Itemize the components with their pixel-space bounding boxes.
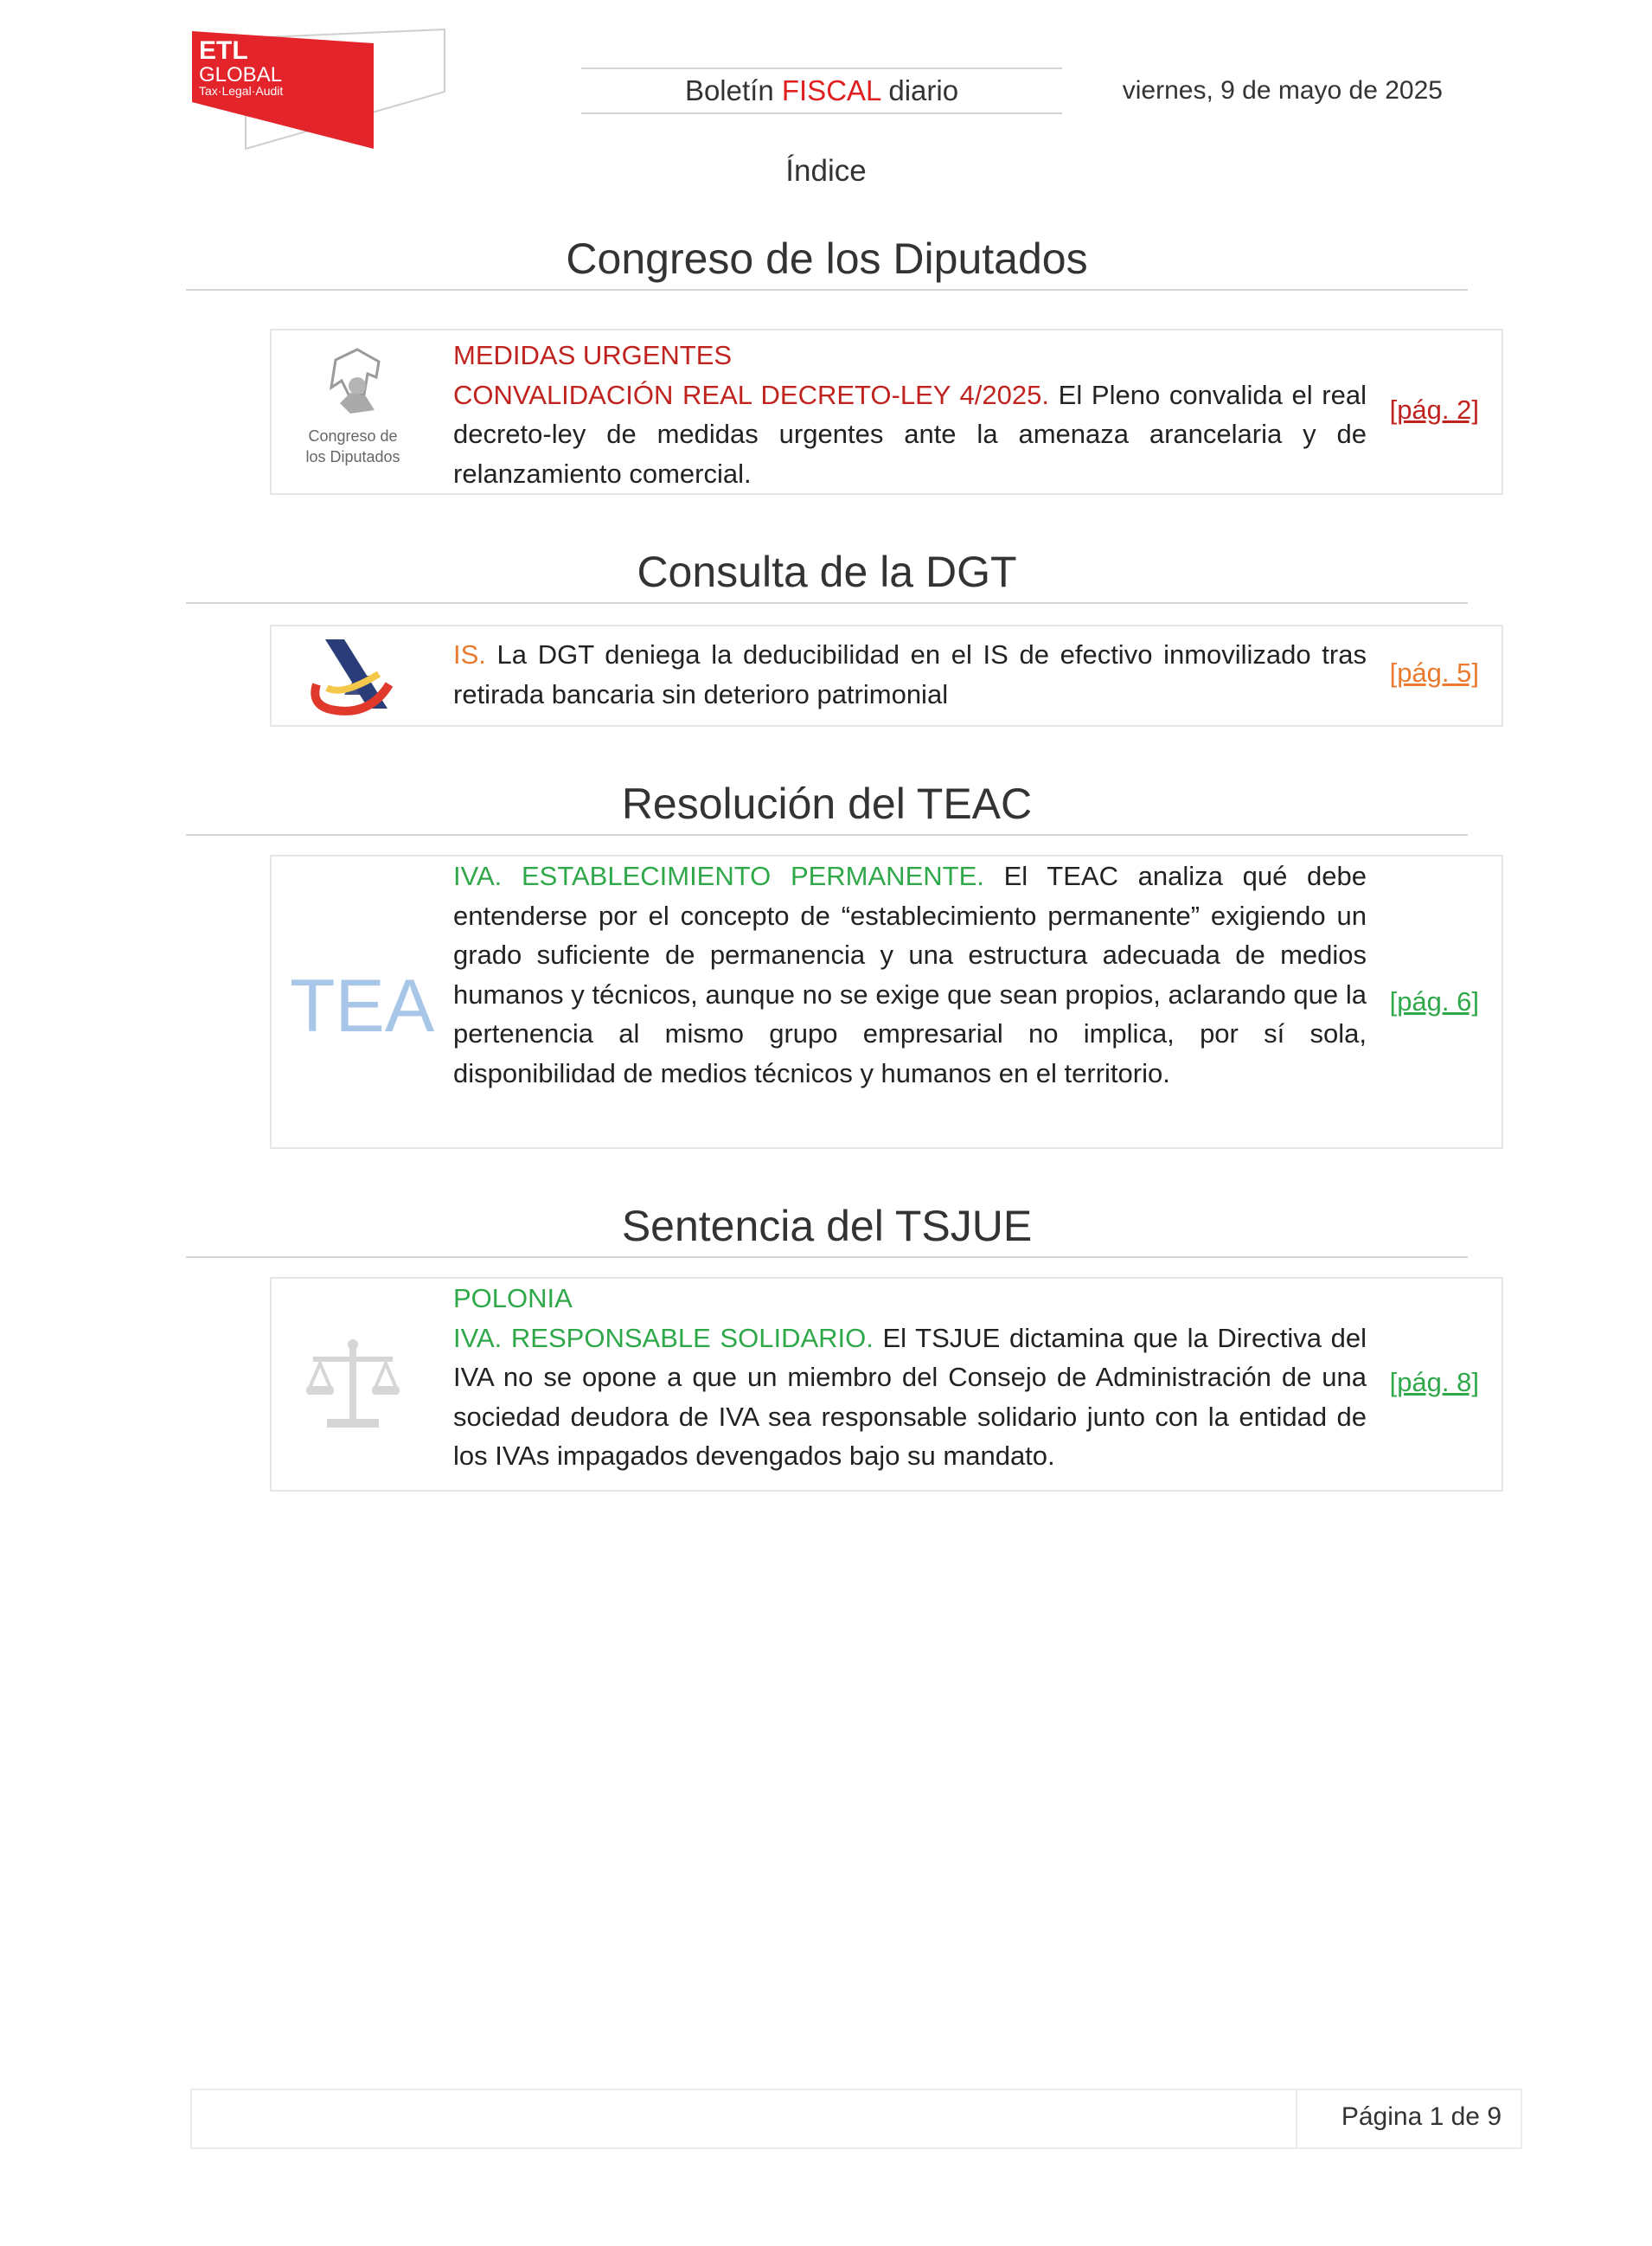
section-heading-tsjue: Sentencia del TSJUE bbox=[186, 1201, 1468, 1258]
logo-brand: ETL bbox=[199, 36, 248, 65]
congreso-caption-2: los Diputados bbox=[305, 448, 400, 465]
entry-label: IS. bbox=[453, 639, 486, 670]
entry-congreso bbox=[270, 329, 1503, 495]
index-title: Índice bbox=[785, 154, 867, 188]
tea-logo-icon bbox=[277, 857, 435, 1147]
entry-text bbox=[453, 336, 1367, 493]
congreso-caption-1: Congreso de bbox=[308, 427, 398, 445]
bulletin-title: Boletín FISCAL diario bbox=[581, 67, 1062, 114]
entry-body: El TSJUE dictamina que la Directiva del IVA no se opone a que un miembro del Consejo de Administración de una sociedad deudora de IVA sea responsable solidario junto con la entidad de los IVAs impagados devengados bajo su mandato. bbox=[453, 1322, 1367, 1471]
entry-dgt bbox=[270, 625, 1503, 727]
page-link-6[interactable]: [pág. 6] bbox=[1389, 986, 1479, 1017]
entry-text bbox=[453, 635, 1367, 714]
congreso-logo-icon bbox=[277, 330, 429, 493]
logo-name: GLOBAL bbox=[199, 63, 283, 87]
page-link-8[interactable]: [pág. 8] bbox=[1389, 1367, 1479, 1397]
bulletin-title-accent: FISCAL bbox=[781, 74, 881, 106]
footer bbox=[190, 2089, 1522, 2149]
entry-teac bbox=[270, 855, 1503, 1149]
logo-tagline: Tax·Legal·Audit bbox=[199, 84, 284, 98]
entry-text bbox=[453, 857, 1367, 1093]
entry-tsjue bbox=[270, 1277, 1503, 1492]
page-link-2[interactable]: [pág. 2] bbox=[1389, 395, 1479, 425]
tea-logo-text: TEA bbox=[290, 965, 435, 1048]
agencia-tributaria-logo-icon bbox=[277, 626, 429, 725]
footer-page-number: Página 1 de 9 bbox=[1341, 2102, 1502, 2131]
entry-label-line: POLONIA bbox=[453, 1283, 573, 1313]
entry-label-line: MEDIDAS URGENTES bbox=[453, 340, 733, 370]
header-date: viernes, 9 de mayo de 2025 bbox=[1122, 76, 1443, 105]
entry-body: La DGT deniega la deducibilidad en el IS de efectivo inmovilizado tras retirada bancaria sin deterioro patrimonial bbox=[453, 639, 1367, 709]
entry-label: IVA. ESTABLECIMIENTO PERMANENTE. bbox=[453, 861, 984, 891]
etl-global-logo bbox=[192, 28, 451, 149]
entry-text bbox=[453, 1279, 1367, 1476]
entry-label: CONVALIDACIÓN REAL DECRETO-LEY 4/2025. bbox=[453, 379, 1049, 410]
page-link-5[interactable]: [pág. 5] bbox=[1389, 658, 1479, 688]
entry-body: El Pleno convalida el real decreto-ley de medidas urgentes ante la amenaza arancelaria y de relanzamiento comercial. bbox=[453, 379, 1367, 489]
scales-of-justice-icon bbox=[277, 1279, 429, 1490]
entry-label: IVA. RESPONSABLE SOLIDARIO. bbox=[453, 1322, 874, 1353]
entry-body: El TEAC analiza qué debe entenderse por el concepto de “establecimiento permanente” exigiendo un grado suficiente de permanencia y una estructura adecuada de medios humanos y técnicos, aunque no se exige que sean propios, aclarando que la pertenencia al mismo grupo empresarial no implica, por sí sola, disponibilidad de medios técnicos y humanos en el territorio. bbox=[453, 861, 1367, 1088]
section-heading-dgt: Consulta de la DGT bbox=[186, 547, 1468, 604]
section-heading-congreso: Congreso de los Diputados bbox=[186, 234, 1468, 291]
footer-divider bbox=[1296, 2090, 1297, 2147]
section-heading-teac: Resolución del TEAC bbox=[186, 779, 1468, 836]
